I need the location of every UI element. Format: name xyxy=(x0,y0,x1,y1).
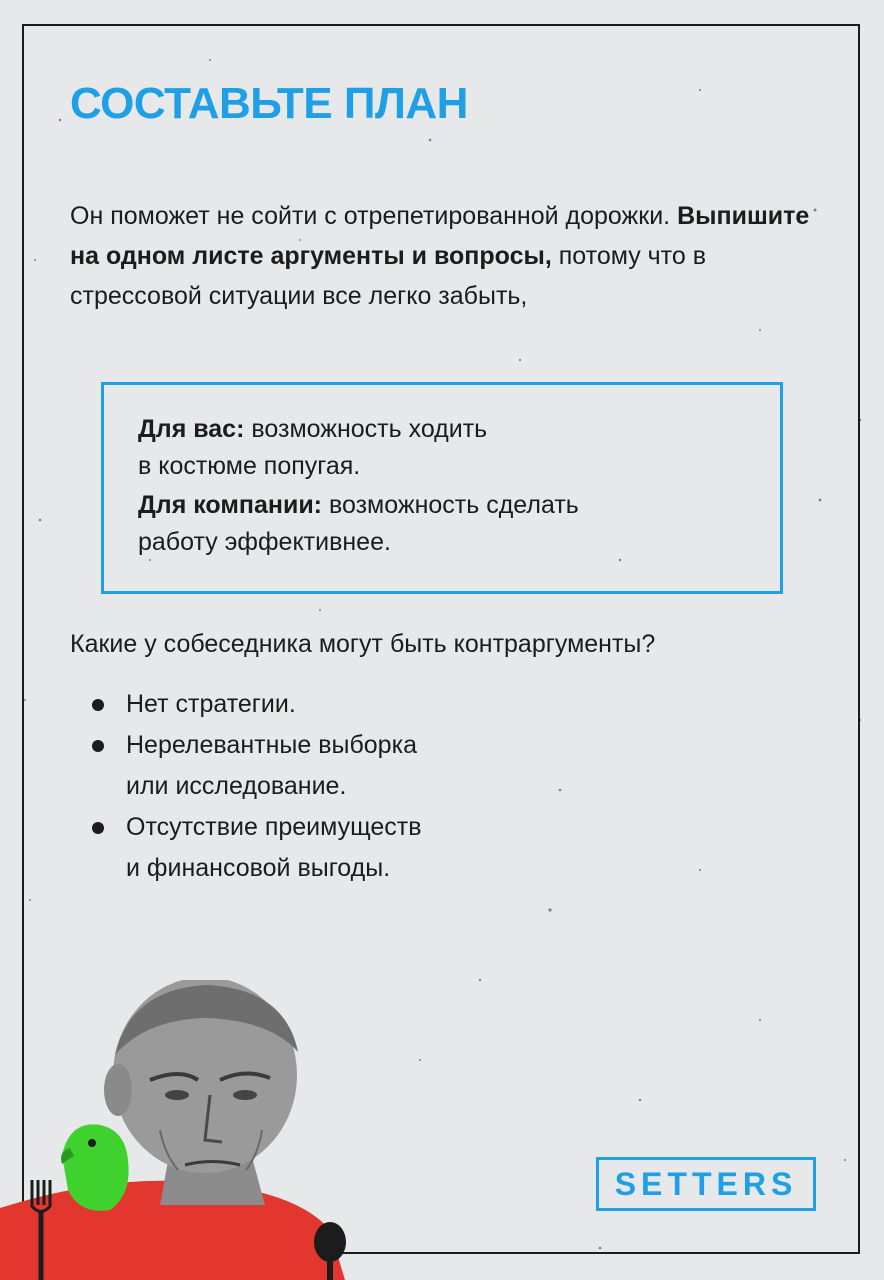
intro-text-start: Он поможет не сойти с отрепетированной дорожки. xyxy=(70,202,678,230)
statue-ear xyxy=(104,1064,132,1116)
counterargument-list xyxy=(80,684,422,889)
bullet-icon xyxy=(92,699,104,711)
bullet-icon xyxy=(92,740,104,752)
callout-company-label: Для компании: xyxy=(138,491,323,519)
list-item xyxy=(80,807,422,889)
callout-company-text-2: работу эффективнее. xyxy=(138,528,391,556)
list-item-text: Нерелевантные выборка xyxy=(126,731,417,759)
list-item-text: Отсутствие преимуществ xyxy=(126,813,422,841)
intro-text-bold: Выпишите на одном листе аргументы и вопросы, xyxy=(70,202,810,270)
page-title: СОСТАВЬТЕ ПЛАН xyxy=(70,79,468,128)
question-text: Какие у собеседника могут быть контраргументы? xyxy=(70,630,656,658)
callout-you-text-2: в костюме попугая. xyxy=(138,452,361,480)
list-item-text: или исследование. xyxy=(126,772,347,800)
setters-logo: SETTERS xyxy=(596,1157,816,1211)
list-item xyxy=(80,684,422,725)
list-item-text: и финансовой выгоды. xyxy=(126,854,391,882)
callout-company-text-1: возможность сделать xyxy=(322,491,579,519)
intro-paragraph xyxy=(70,196,810,316)
callout-you-label: Для вас: xyxy=(138,415,245,443)
callout-line-company xyxy=(138,487,579,524)
statue-eye-right xyxy=(233,1090,257,1100)
list-item-text: Нет стратегии. xyxy=(126,690,296,718)
bullet-icon xyxy=(92,822,104,834)
intro-text-end: потому что в стрессовой ситуации все легко забыть, xyxy=(70,242,706,310)
statue-illustration xyxy=(0,980,380,1280)
list-item xyxy=(80,725,422,807)
statue-eye-left xyxy=(165,1090,189,1100)
callout-line-you xyxy=(138,411,487,448)
callout-you-text-1: возможность ходить xyxy=(244,415,488,443)
